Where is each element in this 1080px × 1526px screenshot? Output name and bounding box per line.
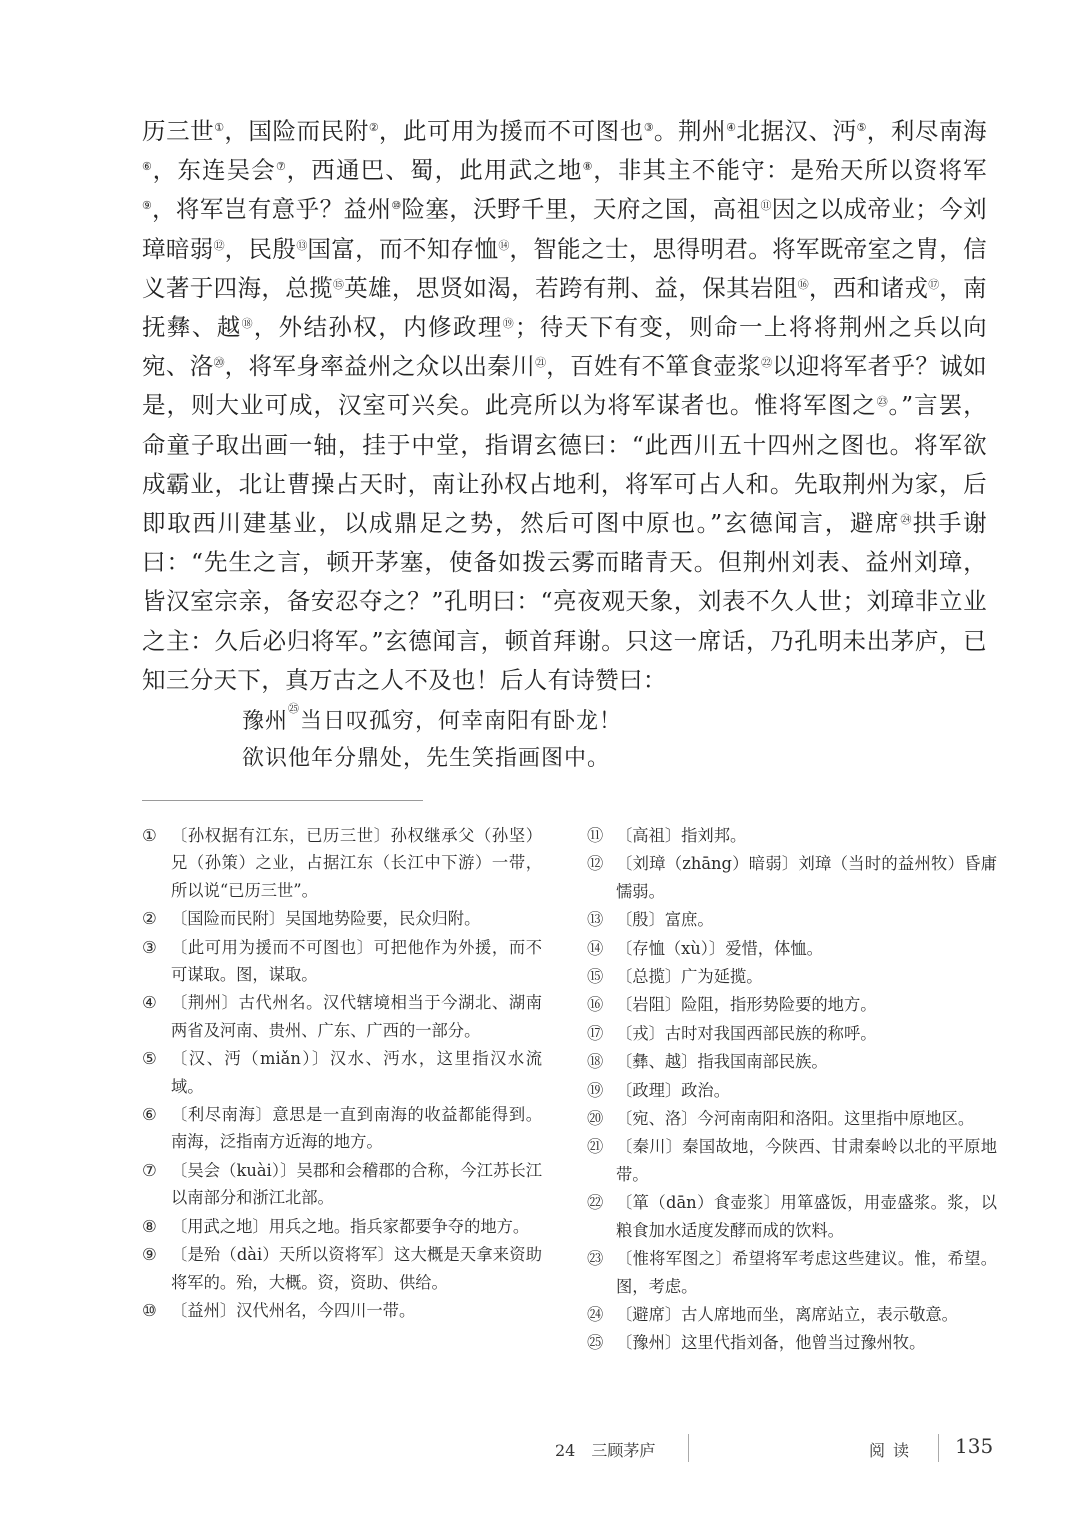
footnote-item: [587, 1048, 997, 1075]
footnote-number: ㉑: [587, 1137, 604, 1157]
footnote-number: ⑨: [142, 1245, 157, 1265]
footnote-text: 〔殷〕富庶。: [616, 910, 714, 930]
footnote-number: ④: [142, 993, 157, 1013]
footnote-number: ⑦: [142, 1160, 157, 1180]
footnote-number: ⑩: [142, 1300, 157, 1320]
footnote-number: ⑲: [587, 1080, 604, 1100]
poem-line-1: 豫州$^㉕$当日叹孤穷，何幸南阳有卧龙！: [242, 702, 623, 734]
footer-lesson-title: 24 三顾茅庐: [555, 1441, 656, 1460]
footnote-text: 〔存恤（xù）〕爱惜，体恤。: [616, 938, 823, 958]
footnote-marker: ㉔: [900, 513, 913, 527]
footnote-number: ⑬: [587, 910, 604, 930]
footnote-text: 〔彝、越〕指我国南部民族。: [616, 1052, 828, 1072]
footnote-number: ⑪: [587, 826, 604, 845]
main-passage: 历三世①，国险而民附②，此可用为援而不可图也③。荆州④北据汉、沔⑤，利尽南海⑥，东连吴会⑦，西通巴、蜀，此用武之地⑧，非其主不能守：是殆天所以资将军⑨，将军岂有意乎？益州⑩险塞，沃野千里，天府之国，高祖⑪因之以成帝业；今刘璋暗弱⑫，民殷⑬国富，而不知存恤⑭，智能之士，思得明君。将军既帝室之胄，信义著于四海，总揽⑮英雄，思贤如渴，若跨有荆、益，保其岩阻⑯，西和诸戎⑰，南抚彝、越⑱，外结孙权，内修政理⑲；待天下有变，则命一上将将荆州之兵以向宛、洛⑳，将军身率益州之众以出秦川$^㉑$，百姓有不箪食壶浆$^㉒$以迎将军者乎？诚如是，则大业可成，汉室可兴矣。此亮所以为将军谋者也。惟将军图之$^㉓$。”言罢，命童子取出画一轴，挂于中堂，指谓玄德曰：“此西川五十四州之图也。将军欲成霸业，北让曹操占天时，南让孙权占地利，将军可占人和。先取荆州为家，后即取西川建基业，以成鼎足之势，然后可图中原也。”玄德闻言，避席$^㉔$拱手谢曰：“先生之言，顿开茅塞，使备如拨云雾而睹青天。但荆州刘表、益州刘璋，皆汉室宗亲，备安忍夺之？”孔明曰：“亮夜观天象，刘表不久人世；刘璋非立业之主：久后必归将军。”玄德闻言，顿首拜谢。只这一席话，乃孔明未出茅庐，已知三分天下，真万古之人不及也！后人有诗赞曰：: [142, 117, 988, 694]
footnote-number: ⑭: [587, 938, 604, 958]
footnote-text: 〔孙权据有江东，已历三世〕孙权继承父（孙坚）兄（孙策）之业，占据江东（长江中下游）一带，所以说“已历三世”。: [171, 826, 542, 900]
footnote-text: 〔吴会（kuài）〕吴郡和会稽郡的合称，今江苏长江以南部分和浙江北部。: [171, 1160, 542, 1208]
footnote-item: [142, 1213, 542, 1240]
footnote-item: [587, 963, 997, 990]
footnote-marker: ㉒: [761, 356, 773, 370]
footnote-number: ㉕: [587, 1333, 604, 1353]
footnote-item: [587, 1133, 997, 1188]
footnote-marker: ⑮: [333, 277, 345, 291]
footnote-item: [142, 822, 542, 904]
footnote-item: [142, 1297, 542, 1324]
footnote-text: 〔岩阻〕险阻，指形势险要的地方。: [616, 995, 877, 1015]
footnote-text: 〔是殆（dài）天所以资将军〕这大概是天拿来资助将军的。殆，大概。资，资助、供给。: [171, 1245, 542, 1292]
footnote-number: ②: [142, 909, 157, 929]
footnote-item: [587, 1020, 997, 1047]
footnote-marker: ⑲: [502, 317, 515, 331]
footnote-text: 〔豫州〕这里代指刘备，他曾当过豫州牧。: [616, 1333, 926, 1353]
footer-divider: [688, 1434, 689, 1462]
footnote-item: [587, 1189, 997, 1244]
footnote-text: 〔用武之地〕用兵之地。指兵家都要争夺的地方。: [171, 1216, 530, 1236]
footnote-item: [142, 905, 542, 932]
footnote-marker: ①: [214, 121, 225, 134]
footnote-text: 〔刘璋（zhāng）暗弱〕刘璋（当时的益州牧）昏庸懦弱。: [616, 854, 997, 901]
footnote-marker: ⑪: [760, 199, 772, 213]
footnote-item: [587, 1245, 997, 1300]
footnote-text: 〔宛、洛〕今河南南阳和洛阳。这里指中原地区。: [616, 1109, 975, 1129]
footnote-marker: ⑥: [142, 160, 153, 174]
footnote-marker: ⑦: [275, 160, 287, 174]
footnote-text: 〔国险而民附〕吴国地势险要，民众归附。: [171, 909, 481, 929]
footnote-text: 〔利尽南海〕意思是一直到南海的收益都能得到。南海，泛指南方近海的地方。: [171, 1105, 542, 1152]
footnote-number: ①: [142, 826, 157, 845]
footnote-number: ⑮: [587, 967, 604, 987]
footnote-number: ㉓: [587, 1249, 604, 1269]
footnote-marker: ④: [726, 121, 737, 134]
footnote-text: 〔此可用为援而不可图也〕可把他作为外援，而不可谋取。图，谋取。: [171, 937, 542, 985]
footnote-number: ⑰: [587, 1023, 604, 1043]
page-footer: [0, 1434, 1080, 1464]
footnote-marker: ⑭: [498, 238, 510, 252]
footnote-item: [142, 1157, 542, 1212]
footnote-number: ⑳: [587, 1109, 604, 1129]
poem-line-2: 欲识他年分鼎处，先生笑指画图中。: [242, 746, 611, 771]
footnote-item: [587, 935, 997, 962]
footnote-marker: ⑳: [213, 356, 225, 370]
footer-divider: [938, 1434, 939, 1462]
footnote-text: 〔戎〕古时对我国西部民族的称呼。: [616, 1023, 877, 1043]
footnote-marker: ⑫: [213, 238, 225, 252]
footnote-number: ⑧: [142, 1216, 157, 1236]
footnote-text: 〔秦川〕秦国故地，今陕西、甘肃秦岭以北的平原地带。: [616, 1137, 997, 1184]
footnote-number: ⑯: [587, 995, 604, 1015]
footnote-item: [587, 991, 997, 1018]
footnote-text: 〔政理〕政治。: [616, 1080, 730, 1100]
footnote-item: [142, 1045, 542, 1100]
footnote-number: ⑥: [142, 1105, 157, 1125]
footnote-text: 〔汉、沔（miǎn）〕汉水、沔水，这里指汉水流域。: [171, 1049, 542, 1096]
footnote-marker: ⑨: [142, 199, 152, 213]
footnote-number: ㉒: [587, 1193, 604, 1213]
footnote-number: ⑫: [587, 854, 604, 874]
footer-section-label: 阅读: [869, 1441, 918, 1460]
footnote-marker: ⑯: [797, 277, 809, 291]
footnote-item: [142, 989, 542, 1044]
footnote-item: [587, 906, 997, 933]
footnote-item: [587, 850, 997, 905]
footnote-item: [142, 934, 542, 989]
footnote-text: 〔惟将军图之〕希望将军考虑这些建议。惟，希望。图，考虑。: [616, 1249, 997, 1296]
footnote-marker: ㉕: [288, 702, 301, 715]
footnote-text: 〔总揽〕广为延揽。: [616, 967, 763, 987]
footnotes-left-column: [142, 822, 542, 1325]
footnote-text: 〔荆州〕古代州名。汉代辖境相当于今湖北、湖南两省及河南、贵州、广东、广西的一部分。: [171, 993, 542, 1040]
footnote-item: [587, 822, 997, 849]
footnote-number: ⑱: [587, 1052, 604, 1072]
footnote-marker: ⑩: [391, 199, 402, 213]
footnote-text: 〔避席〕古人席地而坐，离席站立，表示敬意。: [616, 1304, 958, 1324]
footnote-text: 〔高祖〕指刘邦。: [616, 826, 747, 845]
footnote-marker: ⑬: [296, 238, 308, 252]
footnote-item: [587, 1105, 997, 1132]
footnote-marker: ⑰: [928, 277, 940, 291]
footnote-item: [142, 1101, 542, 1156]
footnote-item: [587, 1077, 997, 1104]
footnote-number: ③: [142, 937, 157, 957]
footnote-marker: ㉑: [535, 356, 547, 370]
footnote-marker: ⑤: [856, 121, 867, 134]
footnote-item: [587, 1301, 997, 1328]
footnote-marker: ③: [643, 121, 654, 134]
footnote-divider: [142, 800, 423, 801]
footnote-number: ㉔: [587, 1304, 604, 1324]
footnotes-right-column: [587, 822, 997, 1358]
footnote-marker: ⑱: [241, 317, 254, 331]
page-number: 135: [955, 1434, 994, 1458]
footnote-marker: ㉓: [876, 395, 889, 409]
footnote-marker: ②: [368, 121, 379, 134]
footnote-number: ⑤: [142, 1049, 157, 1069]
footnote-text: 〔箪（dān）食壶浆〕用箪盛饭，用壶盛浆。浆，以粮食加水适度发酵而成的饮料。: [616, 1193, 997, 1240]
footnote-marker: ⑧: [582, 160, 594, 174]
footnote-item: [587, 1329, 997, 1356]
footnote-text: 〔益州〕汉代州名，今四川一带。: [171, 1300, 416, 1320]
footnote-item: [142, 1241, 542, 1296]
